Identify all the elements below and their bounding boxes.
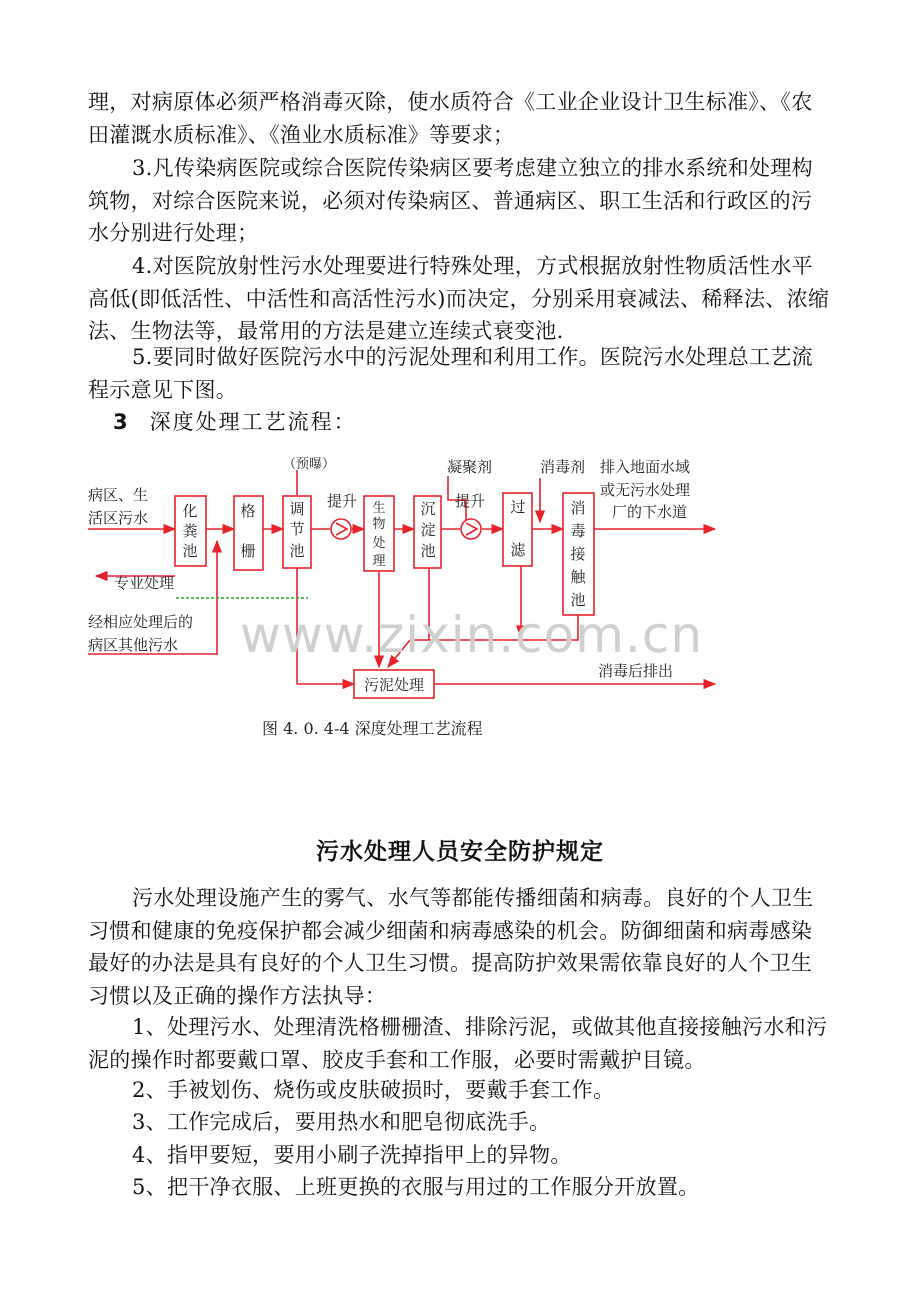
intro-paragraph-3: 4.对医院放射性污水处理要进行特殊处理，方式根据放射性物质活性水平高低(即低活性、中活性和高活性污水)而决定，分别采用衰减法、稀释法、浓缩法、生物法等，最常用的方法是建立连续式衰变池.	[88, 254, 830, 343]
disinfectant-label: 消毒剂	[540, 458, 586, 476]
bio-char: 物	[372, 517, 386, 532]
adjust-char: 节	[289, 520, 305, 538]
outlet-label-line1: 排入地面水域	[600, 458, 691, 476]
special-treatment-label: 专业处理	[114, 574, 175, 592]
watermark: www.zixin.com.cn	[240, 606, 704, 664]
bio-char: 理	[372, 554, 386, 569]
disinfect-char: 触	[570, 568, 586, 586]
safety-title: 污水处理人员安全防护规定	[316, 838, 604, 865]
settle-char: 淀	[420, 521, 436, 539]
outlet-label-line3: 厂的下水道	[612, 503, 688, 521]
septic-char: 化	[182, 502, 198, 520]
other-sewage-line2: 病区其他污水	[88, 636, 179, 654]
safety-intro: 污水处理设施产生的雾气、水气等都能传播细菌和病毒。良好的个人卫生习惯和健康的免疫保护都会减少细菌和病毒感染的机会。防御细菌和病毒感染最好的办法是具有良好的个人卫生习惯。提高防护效果需依靠良好的人个卫生习惯以及正确的操作方法执导：	[88, 886, 814, 1008]
sludge-label: 污泥处理	[363, 676, 425, 694]
lift-pump-icon	[461, 519, 481, 539]
input-label-line1: 病区、生	[88, 486, 149, 504]
lift-label-1: 提升	[327, 492, 358, 510]
intro-paragraph-4: 5.要同时做好医院污水中的污泥处理和利用工作。医院污水处理总工艺流程示意见下图。	[88, 345, 813, 402]
screen-char: 格	[240, 502, 256, 520]
input-label-line2: 活区污水	[88, 509, 149, 527]
filter-char: 过	[510, 498, 526, 516]
process-flow-diagram	[80, 450, 740, 750]
figure-caption: 图 4. 0. 4-4 深度处理工艺流程	[262, 719, 483, 738]
safety-item-1: 1、处理污水、处理清洗格栅栅渣、排除污泥，或做其他直接接触污水和污泥的操作时都要戴口罩、胶皮手套和工作服，必要时需戴护目镜。	[88, 1015, 828, 1072]
safety-item-4: 4、指甲要短，要用小刷子洗掉指甲上的异物。	[132, 1143, 572, 1167]
lift-pump-icon	[331, 519, 351, 539]
section-number: 3	[113, 410, 130, 434]
safety-item-5: 5、把干净衣服、上班更换的衣服与用过的工作服分开放置。	[132, 1175, 700, 1199]
filter-char: 滤	[510, 541, 526, 559]
coagulant-label: 凝聚剂	[447, 458, 493, 476]
outlet-label-line2: 或无污水处理	[600, 481, 691, 499]
screen-char: 栅	[240, 542, 256, 560]
section-heading	[113, 406, 357, 436]
preaeration-label: （预曝）	[283, 457, 336, 472]
settle-char: 池	[420, 542, 436, 560]
bio-char: 生	[372, 501, 386, 516]
disinfect-char: 毒	[570, 522, 586, 540]
safety-item-3: 3、工作完成后，要用热水和肥皂彻底洗手。	[132, 1110, 551, 1134]
bio-char: 处	[372, 536, 386, 551]
disinfect-char: 消	[570, 499, 586, 517]
disinfect-char: 接	[570, 545, 586, 563]
section-title: 深度处理工艺流程：	[149, 410, 357, 434]
intro-paragraph-2: 3.凡传染病医院或综合医院传染病区要考虑建立独立的排水系统和处理构筑物，对综合医院来说，必须对传染病区、普通病区、职工生活和行政区的污水分别进行处理；	[88, 156, 813, 245]
lift-label-2: 提升	[455, 492, 486, 510]
adjust-char: 池	[289, 542, 305, 560]
adjust-char: 调	[289, 500, 305, 518]
septic-char: 池	[182, 542, 198, 560]
other-sewage-line1: 经相应处理后的	[88, 613, 194, 631]
septic-char: 粪	[182, 522, 198, 540]
disinfect-char: 池	[570, 591, 586, 609]
safety-item-2: 2、手被划伤、烧伤或皮肤破损时，要戴手套工作。	[132, 1078, 615, 1102]
after-disinfect-label: 消毒后排出	[598, 662, 674, 680]
settle-char: 沉	[420, 500, 436, 518]
intro-paragraph-1: 理，对病原体必须严格消毒灭除，使水质符合《工业企业设计卫生标准》、《农田灌溉水质标准》、《渔业水质标准》等要求；	[88, 90, 813, 147]
